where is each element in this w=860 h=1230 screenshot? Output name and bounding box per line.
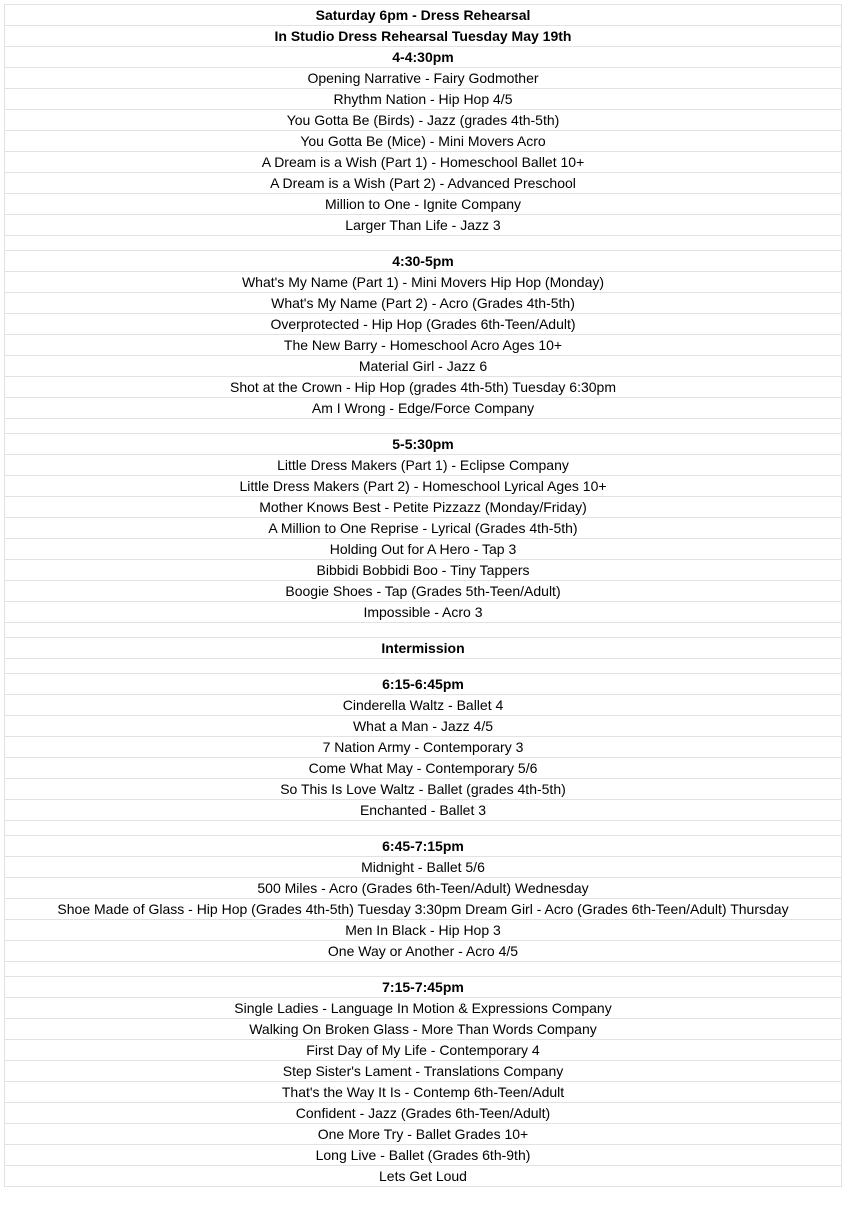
schedule-row: You Gotta Be (Mice) - Mini Movers Acro [5, 131, 841, 152]
section-heading: In Studio Dress Rehearsal Tuesday May 19th [5, 26, 841, 47]
schedule-row: Midnight - Ballet 5/6 [5, 857, 841, 878]
schedule-row: Am I Wrong - Edge/Force Company [5, 398, 841, 419]
schedule-row: A Dream is a Wish (Part 2) - Advanced Preschool [5, 173, 841, 194]
section-heading: 7:15-7:45pm [5, 977, 841, 998]
schedule-row: Single Ladies - Language In Motion & Expressions Company [5, 998, 841, 1019]
empty-row [5, 659, 841, 674]
schedule-row: Opening Narrative - Fairy Godmother [5, 68, 841, 89]
schedule-row: Little Dress Makers (Part 2) - Homeschool Lyrical Ages 10+ [5, 476, 841, 497]
schedule-row: Walking On Broken Glass - More Than Words Company [5, 1019, 841, 1040]
schedule-table [4, 4, 842, 1187]
schedule-row: Long Live - Ballet (Grades 6th-9th) [5, 1145, 841, 1166]
schedule-row: What a Man - Jazz 4/5 [5, 716, 841, 737]
empty-row [5, 821, 841, 836]
schedule-row: Little Dress Makers (Part 1) - Eclipse Company [5, 455, 841, 476]
empty-row [5, 962, 841, 977]
schedule-row: Holding Out for A Hero - Tap 3 [5, 539, 841, 560]
schedule-row: 500 Miles - Acro (Grades 6th-Teen/Adult) Wednesday [5, 878, 841, 899]
empty-row [5, 419, 841, 434]
schedule-row: First Day of My Life - Contemporary 4 [5, 1040, 841, 1061]
schedule-row: Mother Knows Best - Petite Pizzazz (Monday/Friday) [5, 497, 841, 518]
schedule-row: Cinderella Waltz - Ballet 4 [5, 695, 841, 716]
schedule-row: Lets Get Loud [5, 1166, 841, 1187]
schedule-row: Shoe Made of Glass - Hip Hop (Grades 4th-5th) Tuesday 3:30pm Dream Girl - Acro (Grades 6th-Teen/Adult) Thursday [5, 899, 841, 920]
section-heading: Saturday 6pm - Dress Rehearsal [5, 5, 841, 26]
schedule-row: Larger Than Life - Jazz 3 [5, 215, 841, 236]
section-heading: 5-5:30pm [5, 434, 841, 455]
schedule-row: 7 Nation Army - Contemporary 3 [5, 737, 841, 758]
schedule-row: Material Girl - Jazz 6 [5, 356, 841, 377]
section-heading: 6:15-6:45pm [5, 674, 841, 695]
schedule-row: Bibbidi Bobbidi Boo - Tiny Tappers [5, 560, 841, 581]
schedule-row: Men In Black - Hip Hop 3 [5, 920, 841, 941]
schedule-row: Confident - Jazz (Grades 6th-Teen/Adult) [5, 1103, 841, 1124]
schedule-row: One More Try - Ballet Grades 10+ [5, 1124, 841, 1145]
schedule-row: The New Barry - Homeschool Acro Ages 10+ [5, 335, 841, 356]
schedule-row: A Dream is a Wish (Part 1) - Homeschool Ballet 10+ [5, 152, 841, 173]
schedule-row: A Million to One Reprise - Lyrical (Grades 4th-5th) [5, 518, 841, 539]
section-heading: 6:45-7:15pm [5, 836, 841, 857]
schedule-row: Million to One - Ignite Company [5, 194, 841, 215]
schedule-row: Boogie Shoes - Tap (Grades 5th-Teen/Adult) [5, 581, 841, 602]
schedule-row: Rhythm Nation - Hip Hop 4/5 [5, 89, 841, 110]
schedule-row: Step Sister's Lament - Translations Company [5, 1061, 841, 1082]
schedule-row: So This Is Love Waltz - Ballet (grades 4th-5th) [5, 779, 841, 800]
empty-row [5, 623, 841, 638]
schedule-row: Impossible - Acro 3 [5, 602, 841, 623]
schedule-row: Enchanted - Ballet 3 [5, 800, 841, 821]
empty-row [5, 236, 841, 251]
schedule-row: What's My Name (Part 2) - Acro (Grades 4th-5th) [5, 293, 841, 314]
section-heading: 4-4:30pm [5, 47, 841, 68]
schedule-row: You Gotta Be (Birds) - Jazz (grades 4th-5th) [5, 110, 841, 131]
schedule-row: That's the Way It Is - Contemp 6th-Teen/Adult [5, 1082, 841, 1103]
schedule-row: Shot at the Crown - Hip Hop (grades 4th-5th) Tuesday 6:30pm [5, 377, 841, 398]
schedule-row: Come What May - Contemporary 5/6 [5, 758, 841, 779]
schedule-row: One Way or Another - Acro 4/5 [5, 941, 841, 962]
schedule-row: Overprotected - Hip Hop (Grades 6th-Teen/Adult) [5, 314, 841, 335]
schedule-row: What's My Name (Part 1) - Mini Movers Hip Hop (Monday) [5, 272, 841, 293]
section-heading: 4:30-5pm [5, 251, 841, 272]
section-heading: Intermission [5, 638, 841, 659]
